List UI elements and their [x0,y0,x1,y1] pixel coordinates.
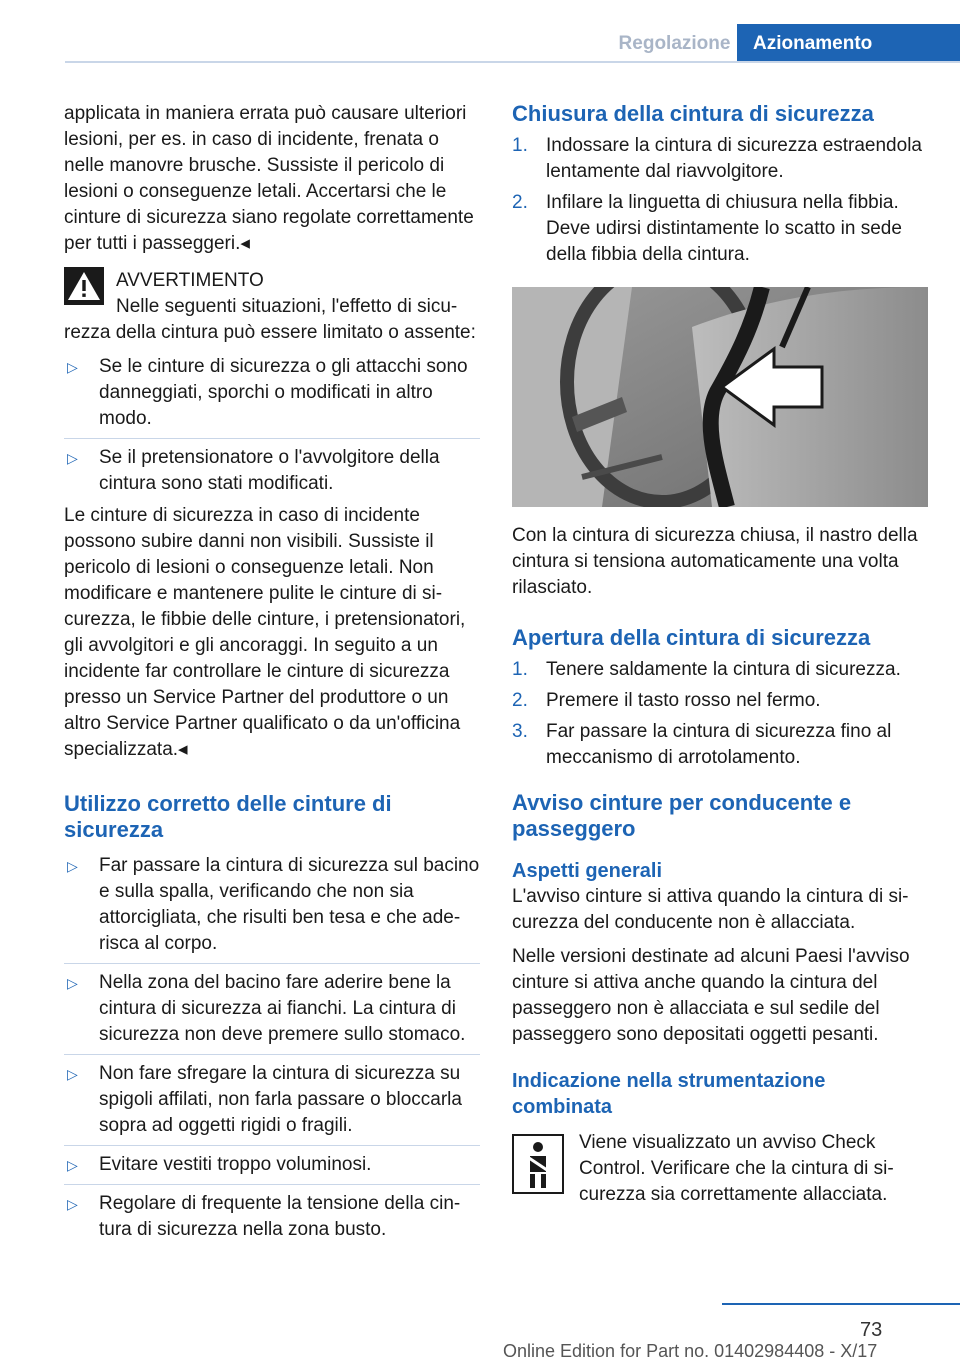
list-item: ▷ Se il pretensionatore o l'avvolgitore della cintura sono stati modificati. [67,447,440,494]
bullet-triangle-icon: ▷ [67,359,78,375]
list-divider [64,438,480,439]
list-item: ▷ Far passare la cintura di sicurezza sul bacino e sulla spalla, verificando che non sia attorcigliata, che risulti ben tesa e che aderisca al corpo. [67,855,480,954]
warning-text: Nelle seguenti situazioni, l'effetto di sicurezza della cintura può essere limitato o assente: [64,296,476,343]
step-number: 2. [512,690,528,711]
list-divider [64,963,480,964]
list-item: ▷ Se le cinture di sicurezza o gli attacchi sono danneggiati, sporchi o modificati in altro modo. [67,356,468,429]
step-number: 1. [512,659,528,680]
check-control-block [512,1130,928,1208]
bullet-triangle-icon: ▷ [67,1066,78,1082]
left-column [64,101,480,1243]
list-divider [64,1184,480,1185]
tab-azionamento[interactable]: Azionamento [737,24,960,63]
seatbelt-photo [512,287,928,507]
subsection-title-display: Indicazione nella strumentazione combinata [512,1070,826,1118]
warning-block [64,267,480,327]
photo-caption: Con la cintura di sicurezza chiusa, il nastro della cintura si tensiona automaticamente una volta rilasciato. [512,525,918,598]
list-item: 1. Tenere saldamente la cintura di sicurezza. [512,657,928,683]
step-number: 1. [512,135,528,156]
right-column [512,101,928,1208]
list-divider [64,1054,480,1055]
section-title-reminder: Avviso cinture per conducente e passeggero [512,790,852,841]
list-divider [64,1145,480,1146]
open-steps [512,657,928,771]
list-item: 2. Premere il tasto rosso nel fermo. [512,688,928,714]
list-item: 1. Indossare la cintura di sicurezza estraendola lentamente dal riavvolgitore. [512,135,922,182]
bullet-triangle-icon: ▷ [67,858,78,874]
usage-list [64,853,480,1243]
section-title-usage: Utilizzo corretto delle cinture di sicurezza [64,791,392,842]
intro-paragraph: applicata in maniera errata può causare ulteriori lesioni, per es. in caso di incidente, frenata o nelle manovre brusche. Sussiste il pericolo di lesioni o conseguenze letali. Accertarsi che le cinture di sicurezza siano regolate correttamente per tutti i passeggeri.◂ [64,103,474,254]
warning-closing: Le cinture di sicurezza in caso di incidente possono subire danni non visibili. Sussiste il pericolo di lesioni o conseguenze letali. Non modificare e mantenere pulite le cinture di sicurezza, le fibbie delle cinture, i pretensionatori, gli avvolgitori e gli ancoraggi. In seguito a un incidente far controllare le cinture di sicurezza presso un Service Partner del produttore o un altro Service Partner qualificato o da un'officina specializzata.◂ [64,505,466,760]
warning-list [64,354,480,497]
list-item: ▷ Nella zona del bacino fare aderire bene la cintura di sicurezza ai fianchi. La cintura di sicurezza non deve premere sullo stomaco. [67,972,466,1045]
general-paragraph-1: L'avviso cinture si attiva quando la cintura di sicurezza del conducente non è allacciata. [512,886,909,933]
step-number: 2. [512,192,528,213]
header-divider [65,61,960,63]
check-control-text: Viene visualizzato un avviso Check Control. Verificare che la cintura di sicurezza sia correttamente allacciata. [579,1132,894,1205]
bullet-triangle-icon: ▷ [67,1196,78,1212]
section-title-open: Apertura della cintura di sicurezza [512,625,871,650]
step-number: 3. [512,721,528,742]
list-item: 2. Infilare la linguetta di chiusura nella fibbia. Deve udirsi distintamente lo scatto in sede della fibbia della cintura. [512,192,902,265]
warning-triangle-icon [64,267,104,305]
footer-divider [722,1303,960,1305]
page-number: 73 [860,1319,883,1341]
tab-regolazione[interactable]: Regolazione [618,33,731,54]
list-item: 3. Far passare la cintura di sicurezza fino al meccanismo di arrotolamento. [512,721,892,768]
subsection-title-general: Aspetti generali [512,860,663,882]
close-steps [512,133,928,268]
edition-footer: Online Edition for Part no. 01402984408 - X/17 [503,1341,878,1361]
bullet-triangle-icon: ▷ [67,450,78,466]
list-item: ▷ Non fare sfregare la cintura di sicurezza su spigoli affilati, non farla passare o bloccarla sopra ad oggetti rigidi o fragili. [67,1063,462,1136]
list-item: ▷ Evitare vestiti troppo voluminosi. [64,1152,480,1178]
general-paragraph-2: Nelle versioni destinate ad alcuni Paesi l'avviso cinture si attiva anche quando la cintura del passeggero non è allacciata e sul sedile del passeggero sono depositati oggetti pesanti. [512,946,910,1045]
list-item: ▷ Regolare di frequente la tensione della cintura di sicurezza nella zona busto. [67,1193,461,1240]
warning-title: AVVERTIMENTO [116,270,264,291]
seatbelt-warning-icon [512,1134,564,1194]
bullet-triangle-icon: ▷ [67,975,78,991]
section-title-close: Chiusura della cintura di sicurezza [512,101,874,126]
bullet-triangle-icon: ▷ [67,1157,78,1173]
